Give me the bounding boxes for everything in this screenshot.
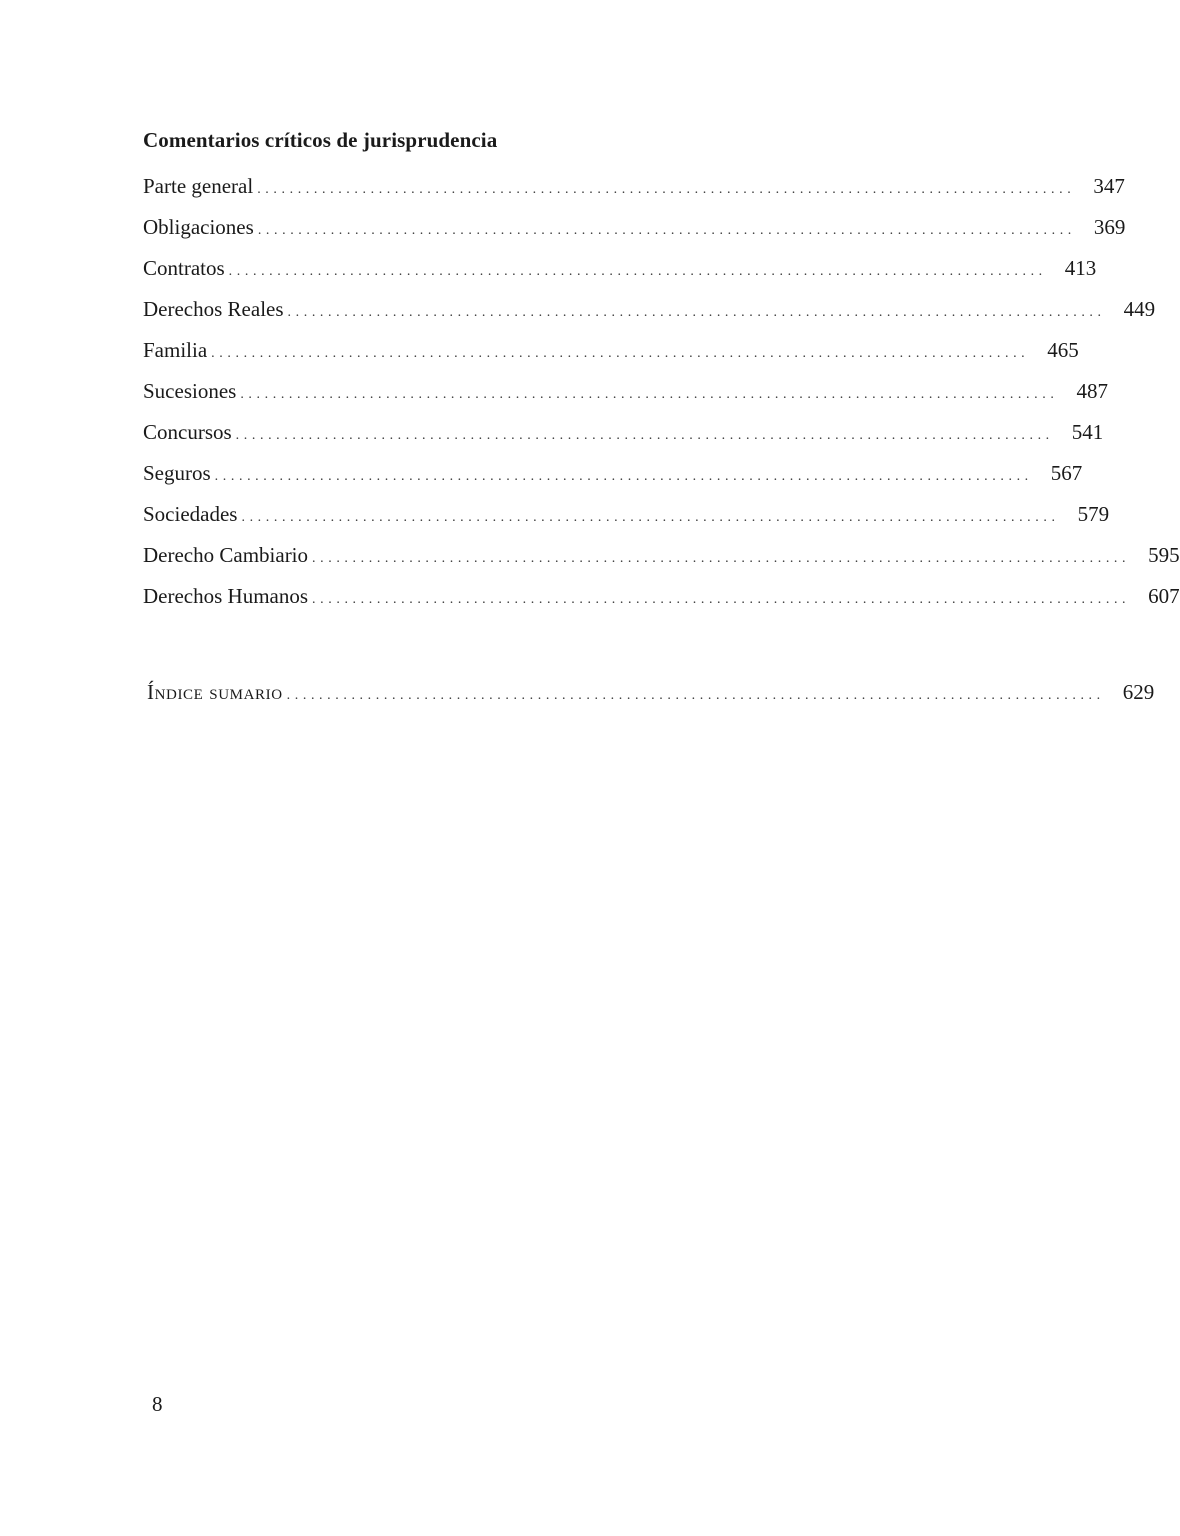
toc-entry <box>143 459 1083 500</box>
toc-entry <box>143 541 1180 582</box>
toc-entry-label: Sociedades <box>143 500 241 528</box>
toc-entry-label: Parte general <box>143 172 257 200</box>
dot-leader: ..................................................................................................... <box>214 469 1033 484</box>
dot-leader: ..................................................................................................... <box>312 592 1131 607</box>
dot-leader: ..................................................................................................... <box>257 223 1076 238</box>
toc-entry <box>143 295 1156 336</box>
toc-entry <box>143 377 1108 418</box>
dot-leader: ..................................................................................................... <box>286 688 1105 703</box>
toc-entry <box>143 213 1126 254</box>
toc-entry-page: 487 <box>1076 379 1108 403</box>
toc-entry-page: 595 <box>1148 543 1180 567</box>
dot-leader: ..................................................................................................... <box>312 551 1131 566</box>
index-entry <box>147 678 1155 710</box>
toc-entry-page: 369 <box>1093 215 1126 239</box>
dot-leader: ..................................................................................................... <box>240 387 1059 402</box>
dot-leader: ..................................................................................................... <box>257 182 1076 197</box>
toc-entry-label: Derecho Cambiario <box>143 541 312 569</box>
toc-entry-label: Derechos Humanos <box>143 582 312 610</box>
toc-entry-page: 413 <box>1064 256 1097 280</box>
toc-entry <box>143 418 1104 459</box>
index-entry-page: 629 <box>1122 680 1155 704</box>
dot-leader: ..................................................................................................... <box>211 346 1030 361</box>
toc-entry-page: 579 <box>1077 502 1110 526</box>
toc-entry-page: 465 <box>1047 338 1079 362</box>
toc-entry-page: 567 <box>1050 461 1083 485</box>
toc-entry-label: Derechos Reales <box>143 295 288 323</box>
section-heading: Comentarios críticos de jurisprudencia <box>143 128 498 152</box>
toc-entry-page: 607 <box>1148 584 1180 608</box>
toc-entry <box>143 172 1125 213</box>
toc-entry <box>143 500 1110 541</box>
toc-entry <box>143 254 1097 295</box>
dot-leader: ..................................................................................................... <box>235 428 1054 443</box>
toc-entry-page: 347 <box>1093 174 1125 198</box>
toc-entry <box>143 582 1180 623</box>
toc-entry-label: Sucesiones <box>143 377 240 405</box>
index-entry-label: Índice sumario <box>147 678 287 706</box>
toc-entry-label: Concursos <box>143 418 236 446</box>
table-of-contents <box>143 172 1180 623</box>
toc-entry-page: 541 <box>1071 420 1104 444</box>
toc-entry-label: Obligaciones <box>143 213 258 241</box>
toc-entry-label: Contratos <box>143 254 229 282</box>
toc-entry <box>143 336 1079 377</box>
dot-leader: ..................................................................................................... <box>241 510 1060 525</box>
page-number: 8 <box>152 1392 163 1416</box>
dot-leader: ..................................................................................................... <box>287 305 1106 320</box>
toc-entry-page: 449 <box>1123 297 1156 321</box>
toc-entry-label: Familia <box>143 336 211 364</box>
dot-leader: ..................................................................................................... <box>228 264 1047 279</box>
toc-entry-label: Seguros <box>143 459 215 487</box>
